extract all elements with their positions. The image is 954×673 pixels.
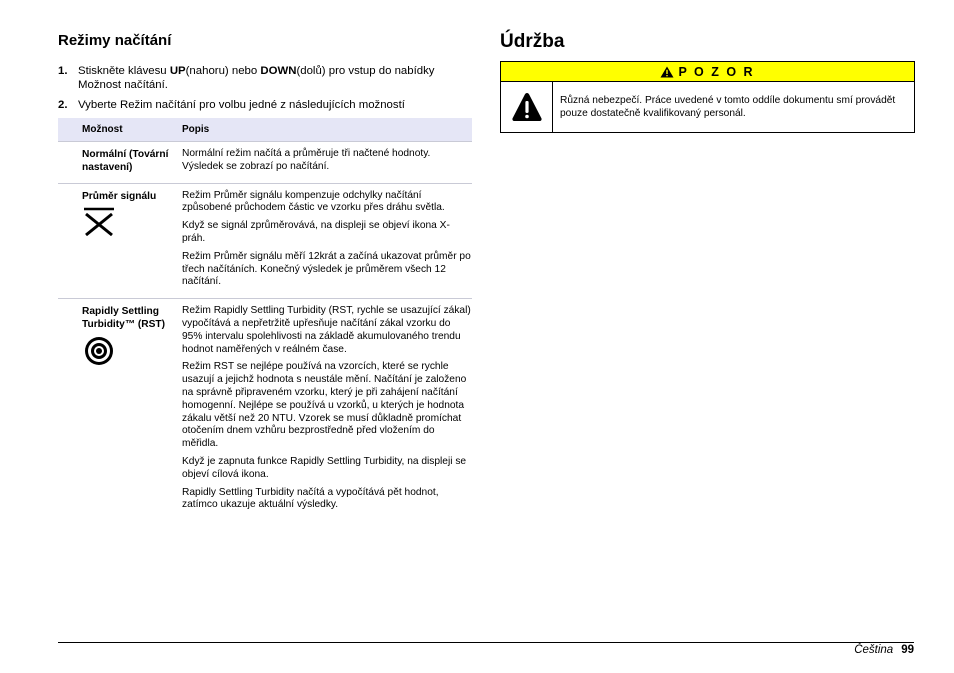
step-number: 2. — [58, 99, 68, 111]
caution-text: Různá nebezpečí. Práce uvedené v tomto oddíle dokumentu smí provádět pouze dostatečně kvalifikovaný personál. — [560, 95, 896, 119]
key-up: UP — [169, 65, 186, 77]
caution-box — [500, 61, 915, 133]
x-bar-icon — [83, 206, 176, 241]
table-row — [58, 142, 472, 184]
step-text-part: Stiskněte klávesu — [78, 65, 170, 77]
steps-list — [58, 64, 472, 112]
options-table — [58, 118, 472, 521]
option-label: Rapidly Settling Turbidity™ (RST) — [82, 306, 165, 330]
option-cell — [58, 183, 176, 299]
column-header-description: Popis — [176, 118, 472, 142]
caution-title: P O Z O R — [678, 64, 755, 79]
hazard-triangle-icon — [511, 91, 543, 123]
target-icon — [83, 335, 176, 372]
description-paragraph: Režim Průměr signálu kompenzuje odchylky načítání způsobené průchodem částic ve vzorku přes dráhu světla. — [182, 189, 445, 214]
description-paragraph: Režim Průměr signálu měří 12krát a začíná ukazovat průměr po třech načítáních. Konečný výsledek je průměrem všech 12 načítání. — [182, 250, 471, 288]
hazard-icon-cell — [501, 82, 553, 132]
description-paragraph: Když se signál zprůměrovává, na displeji se objeví ikona X-práh. — [182, 220, 450, 244]
description-paragraph: Rapidly Settling Turbidity načítá a vypočítává pět hodnot, zatímco ukazuje aktuální výsledky. — [182, 486, 439, 511]
step-number: 1. — [58, 65, 68, 77]
footer-language: Čeština — [854, 644, 894, 656]
page-number: 99 — [901, 644, 914, 656]
option-label: Normální (Tovární nastavení) — [82, 149, 169, 173]
description-cell — [176, 142, 472, 184]
option-label: Průměr signálu — [82, 190, 157, 202]
description-paragraph: Režim RST se nejlépe používá na vzorcích, které se rychle usazují a jejichž hodnota s neustále mění. Načítání je založeno na správně připraveném vzorku, který je při zahájení načítání homogenní. Nejlépe se používá u vzorků, u kterých je hodnota zákalu větší než 20 NTU. Vzorek se musí důkladně promíchat otočením dnem vzhůru bezprostředně před vložením do měřidla. — [182, 361, 467, 450]
caution-header — [501, 62, 914, 82]
section-heading: Režimy načítání — [58, 32, 172, 49]
left-column — [58, 30, 472, 521]
footer-divider — [58, 642, 914, 643]
description-paragraph: Normální režim načítá a průměruje tři načtené hodnoty. Výsledek se zobrazí po načítání. — [182, 148, 431, 172]
column-header-option: Možnost — [58, 118, 176, 142]
description-cell — [176, 183, 472, 299]
step-text-part: (dolů) pro vstup do nabídky Možnost načítání. — [78, 65, 435, 91]
table-header-row — [58, 118, 472, 142]
page-footer — [854, 643, 914, 657]
table-row — [58, 183, 472, 299]
right-column — [500, 30, 914, 133]
step-text-part: (nahoru) nebo — [185, 65, 261, 77]
step-text — [78, 64, 472, 92]
caution-body — [501, 82, 914, 132]
warning-triangle-icon — [660, 66, 674, 78]
description-cell — [176, 299, 472, 521]
step-text: Vyberte Režim načítání pro volbu jedné z následujících možností — [78, 99, 405, 111]
option-cell — [58, 299, 176, 521]
description-paragraph: Když je zapnuta funkce Rapidly Settling Turbidity, na displeji se objeví cílová ikona. — [182, 455, 467, 480]
table-row — [58, 299, 472, 521]
key-down: DOWN — [260, 65, 297, 77]
description-paragraph: Režim Rapidly Settling Turbidity (RST, rychle se usazující zákal) vypočítává a nepřetržitě upřesňuje načítání zákal vzorku do 95% intervalu spolehlivosti na základě akumulovaného trendu hodnot naměřených v reálném čase. — [182, 305, 471, 355]
step-1 — [58, 64, 472, 92]
section-title: Údržba — [500, 31, 565, 52]
option-cell — [58, 142, 176, 184]
step-2 — [58, 98, 472, 112]
